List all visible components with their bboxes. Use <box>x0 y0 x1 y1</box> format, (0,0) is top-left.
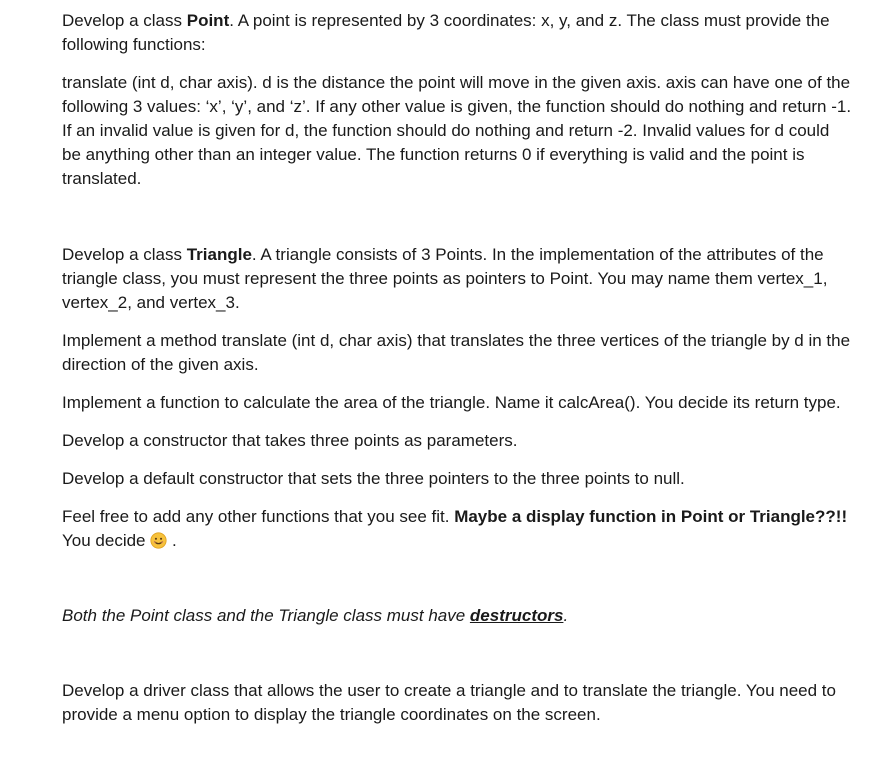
extra-post: You decide <box>62 531 151 550</box>
translate-function-description: translate (int d, char axis). d is the distance the point will move in the given axis. axis can have one of the following 3 values: ‘x’, ‘y’, and ‘z’. If any other value is given, the function should do nothing and return -1. If an invalid value is given for d, the function should do nothing and return -2. Invalid values for d could be anything other than an integer value. The function returns 0 if everything is valid and the point is translated. <box>62 73 852 188</box>
extra-bold: Maybe a display function in Point or Triangle??!! <box>454 507 848 526</box>
triangle-default-constructor: Develop a default constructor that sets the three pointers to the three points to null. <box>62 469 685 488</box>
triangle-area-function: Implement a function to calculate the area of the triangle. Name it calcArea(). You decide its return type. <box>62 393 841 412</box>
point-intro-post: . A point is represented by 3 coordinates: x, y, and z. The class must provide the following functions: <box>62 11 830 54</box>
destructor-pre: Both the Point class and the Triangle class must have <box>62 606 470 625</box>
point-class-intro <box>62 9 852 57</box>
triangle-class-name: Triangle <box>186 245 252 264</box>
driver-class-description: Develop a driver class that allows the user to create a triangle and to translate the triangle. You need to provide a menu option to display the triangle coordinates on the screen. <box>62 681 836 724</box>
document-body <box>62 9 852 727</box>
destructor-post: . <box>563 606 569 625</box>
triangle-intro-pre: Develop a class <box>62 245 187 264</box>
destructor-requirement <box>62 604 852 628</box>
extra-trail: . <box>167 531 177 550</box>
extra-pre: Feel free to add any other functions that you see fit. <box>62 507 455 526</box>
triangle-translate-method: Implement a method translate (int d, char axis) that translates the three vertices of the triangle by d in the direction of the given axis. <box>62 331 851 374</box>
destructors-emphasis: destructors <box>469 606 564 625</box>
point-class-name: Point <box>186 11 230 30</box>
triangle-constructor: Develop a constructor that takes three points as parameters. <box>62 431 518 450</box>
triangle-class-intro <box>62 243 852 315</box>
point-intro-pre: Develop a class <box>62 11 187 30</box>
triangle-intro-post: . A triangle consists of 3 Points. In the implementation of the attributes of the triangle class, you must represent the three points as pointers to Point. You may name them vertex_1, vertex_2, and vertex_3. <box>62 245 828 312</box>
smiling-face-emoji-icon <box>150 532 167 549</box>
extra-functions-note <box>62 505 852 553</box>
